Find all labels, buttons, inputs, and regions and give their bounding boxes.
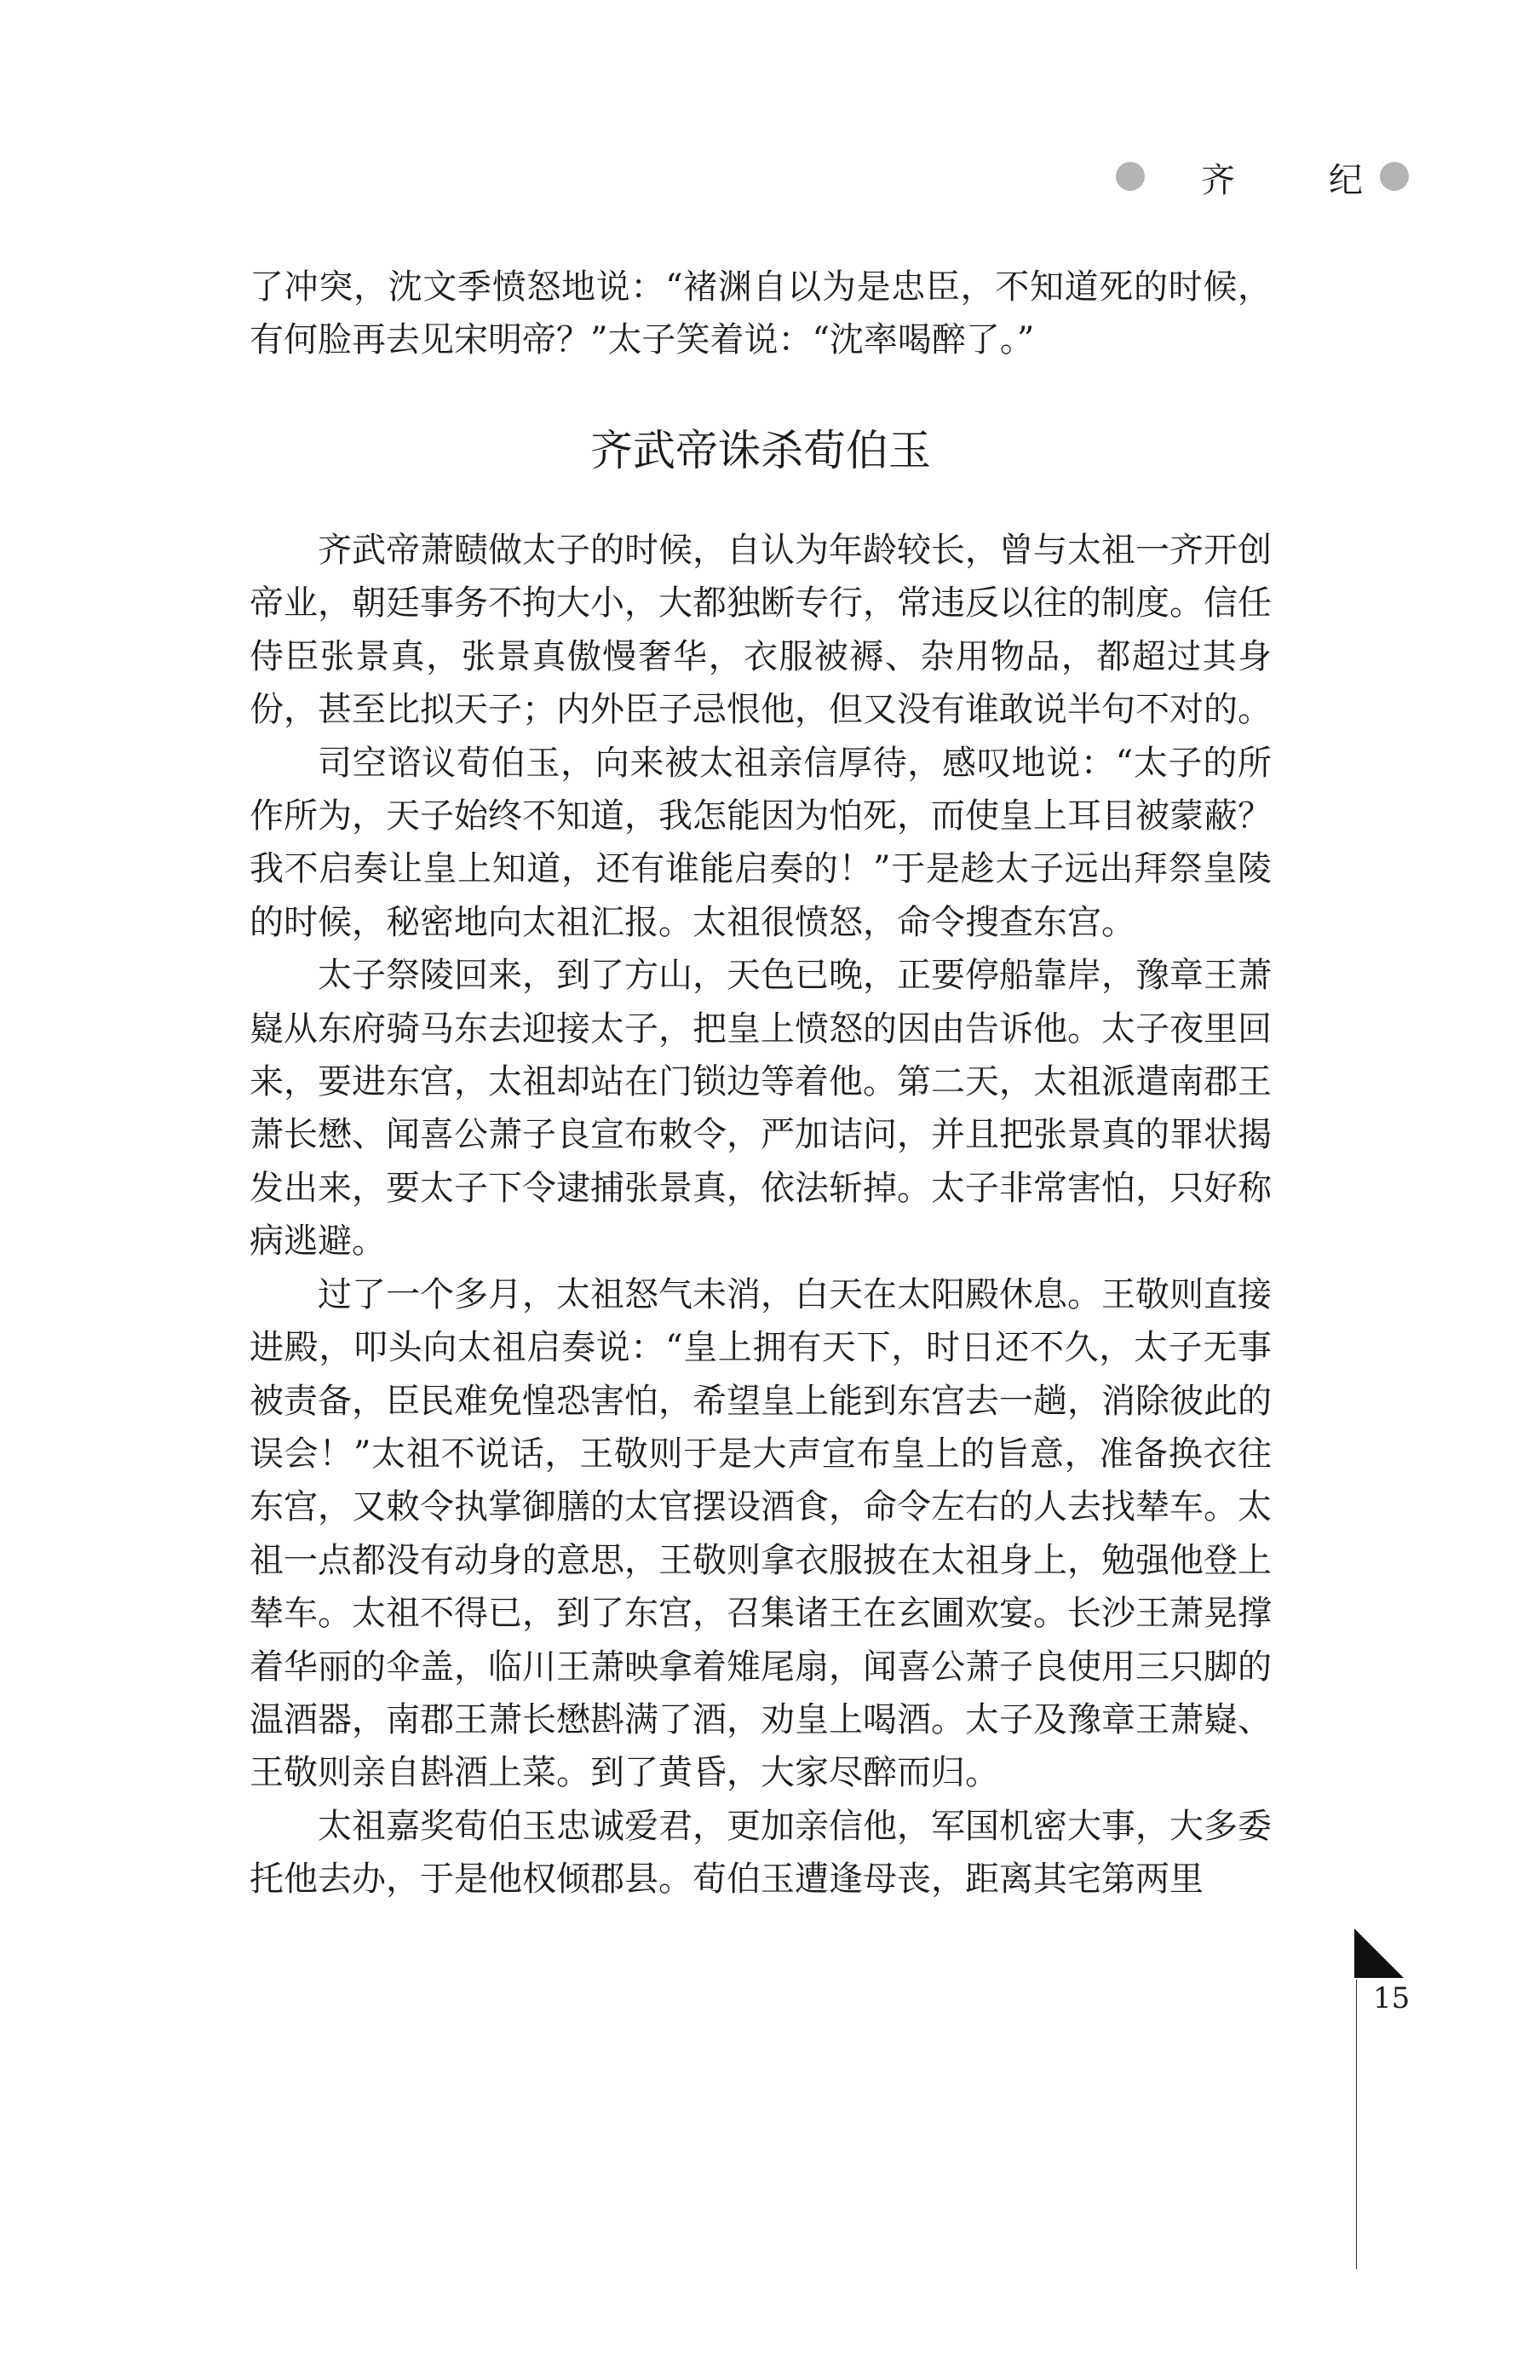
- running-header: [1107, 150, 1431, 201]
- paragraph-2: 司空谘议荀伯玉，向来被太祖亲信厚待，感叹地说：“太子的所作所为，天子始终不知道，我怎能因为怕死，而使皇上耳目被蒙蔽？我不启奏让皇上知道，还有谁能启奏的！”于是趁太子远出拜祭皇陵的时候，秘密地向太祖汇报。太祖很愤怒，命令搜查东宫。: [250, 743, 1272, 942]
- page-number: 15: [1373, 1981, 1411, 2015]
- intro-paragraph: 了冲突，沈文季愤怒地说：“褚渊自以为是忠臣，不知道死的时候，有何脸再去见宋明帝？”太子笑着说：“沈率喝醉了。”: [250, 267, 1272, 360]
- page-side-rule: [1356, 1980, 1357, 2269]
- paragraph-3: 太子祭陵回来，到了方山，天色已晚，正要停船靠岸，豫章王萧嶷从东府骑马东去迎接太子，把皇上愤怒的因由告诉他。太子夜里回来，要进东宫，太祖却站在门锁边等着他。第二天，太祖派遣南郡王萧长懋、闻喜公萧子良宣布敕令，严加诘问，并且把张景真的罪状揭发出来，要太子下令逮捕张景真，依法斩掉。太子非常害怕，只好称病逃避。: [250, 956, 1272, 1262]
- chapter-title-char-2: 纪: [1329, 161, 1363, 200]
- header-dot-right: [1380, 162, 1409, 191]
- chapter-title: [1201, 153, 1363, 202]
- section-title: 齐武帝诛杀荀伯玉: [590, 426, 931, 475]
- paragraph-4: 过了一个多月，太祖怒气未消，白天在太阳殿休息。王敬则直接进殿，叩头向太祖启奏说：“皇上拥有天下，时日还不久，太子无事被责备，臣民难免惶恐害怕，希望皇上能到东宫去一趟，消除彼此的误会！”太祖不说话，王敬则于是大声宣布皇上的旨意，准备换衣往东宫，又敕令执掌御膳的太官摆设酒食，命令左右的人去找辇车。太祖一点都没有动身的意思，王敬则拿衣服披在太祖身上，勉强他登上辇车。太祖不得已，到了东宫，召集诸王在玄圃欢宴。长沙王萧晃撑着华丽的伞盖，临川王萧映拿着雉尾扇，闻喜公萧子良使用三只脚的温酒器，南郡王萧长懋斟满了酒，劝皇上喝酒。太子及豫章王萧嶷、王敬则亲自斟酒上菜。到了黄昏，大家尽醉而归。: [250, 1274, 1272, 1793]
- section-body: [250, 524, 1272, 1906]
- header-dot-left: [1116, 162, 1145, 191]
- intro-text: [250, 261, 1272, 367]
- paragraph-1: 齐武帝萧赜做太子的时候，自认为年龄较长，曾与太祖一齐开创帝业，朝廷事务不拘大小，大都独断专行，常违反以往的制度。信任侍臣张景真，张景真傲慢奢华，衣服被褥、杂用物品，都超过其身份，甚至比拟天子；内外臣子忌恨他，但又没有谁敢说半句不对的。: [250, 531, 1272, 730]
- paragraph-5: 太祖嘉奖荀伯玉忠诚爱君，更加亲信他，军国机密大事，大多委托他去办，于是他权倾郡县。荀伯玉遭逢母丧，距离其宅第两里: [250, 1806, 1272, 1900]
- chapter-title-char-1: 齐: [1201, 161, 1235, 200]
- page-corner-triangle-icon: [1354, 1929, 1404, 1978]
